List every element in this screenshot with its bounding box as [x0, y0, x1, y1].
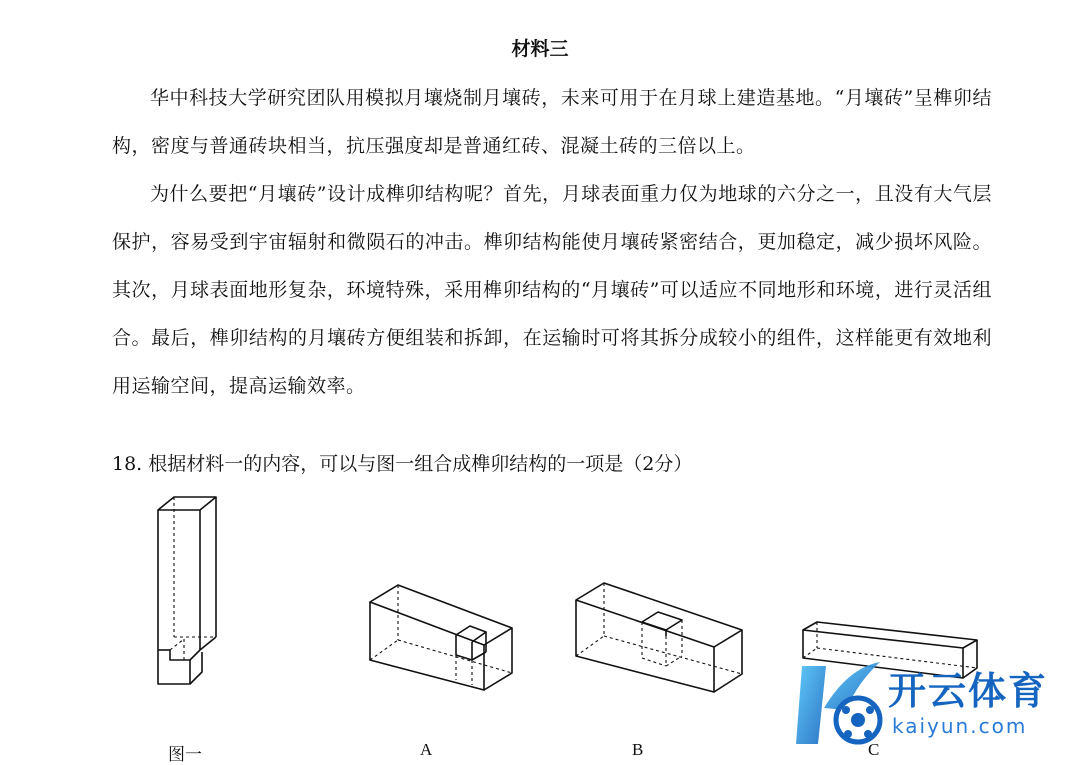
option-a-figure: [360, 580, 520, 700]
paragraph-1: 华中科技大学研究团队用模拟月壤烧制月壤砖，未来可用于在月球上建造基地。“月壤砖”呈榫卯结构，密度与普通砖块相当，抗压强度却是普通红砖、混凝土砖的三倍以上。: [112, 87, 992, 157]
option-b-label: B: [632, 740, 644, 759]
question-18: 18. 根据材料一的内容，可以与图一组合成榫卯结构的一项是（2分）: [112, 453, 693, 475]
option-a-label: A: [420, 740, 433, 759]
watermark-logo: [788, 648, 1078, 758]
section-title: 材料三: [511, 38, 569, 60]
paragraph-2: 为什么要把“月壤砖”设计成榫卯结构呢？首先，月球表面重力仅为地球的六分之一，且没有大气层保护，容易受到宇宙辐射和微陨石的冲击。榫卯结构能使月壤砖紧密结合，更加稳定，减少损坏风险。其次，月球表面地形复杂，环境特殊，采用榫卯结构的“月壤砖”可以适应不同地形和环境，进行灵活组合。最后，榫卯结构的月壤砖方便组装和拆卸，在运输时可将其拆分成较小的组件，这样能更有效地利用运输空间，提高运输效率。: [112, 183, 992, 397]
figure-1-label: 图一: [168, 745, 202, 765]
watermark-cn-text: 开云体育: [888, 669, 1049, 713]
option-b-figure: [570, 578, 750, 700]
figure-1-tenon: [150, 492, 220, 692]
watermark-en-text: kaiyun.com: [892, 714, 1028, 738]
option-c-label: C: [868, 740, 880, 759]
